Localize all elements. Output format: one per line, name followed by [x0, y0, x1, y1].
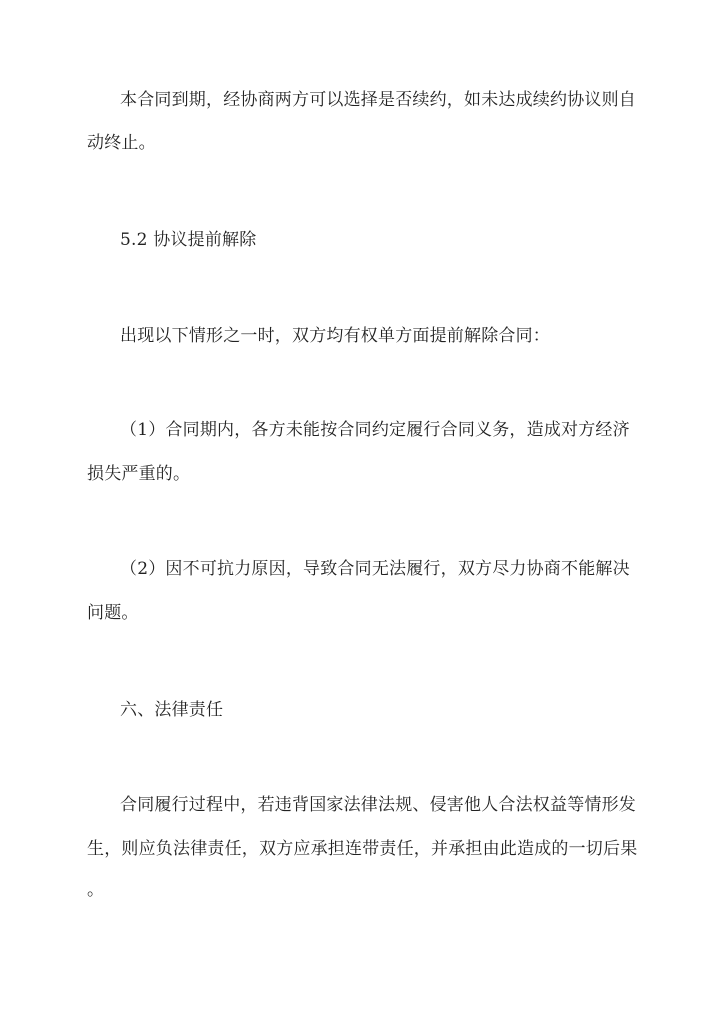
condition-1-line-2: 损失严重的。: [87, 464, 191, 484]
paragraph-renewal-line-2: 动终止。: [87, 133, 156, 153]
liability-line-3: 。: [87, 880, 105, 900]
section-heading-5-2: 5.2 协议提前解除: [120, 230, 257, 250]
condition-1-line-1: （1）合同期内，各方未能按合同约定履行合同义务，造成对方经济: [120, 420, 630, 440]
paragraph-renewal-line-1: 本合同到期，经协商两方可以选择是否续约，如未达成续约协议则自: [120, 90, 636, 110]
liability-line-1: 合同履行过程中，若违背国家法律法规、侵害他人合法权益等情形发: [120, 795, 636, 815]
condition-2-line-1: （2）因不可抗力原因，导致合同无法履行，双方尽力协商不能解决: [120, 559, 630, 579]
condition-2-line-2: 问题。: [87, 603, 139, 623]
liability-line-2: 生，则应负法律责任，双方应承担连带责任，并承担由此造成的一切后果: [87, 839, 638, 859]
section-heading-6: 六、法律责任: [120, 700, 224, 720]
paragraph-termination-intro: 出现以下情形之一时，双方均有权单方面提前解除合同：: [120, 326, 550, 346]
